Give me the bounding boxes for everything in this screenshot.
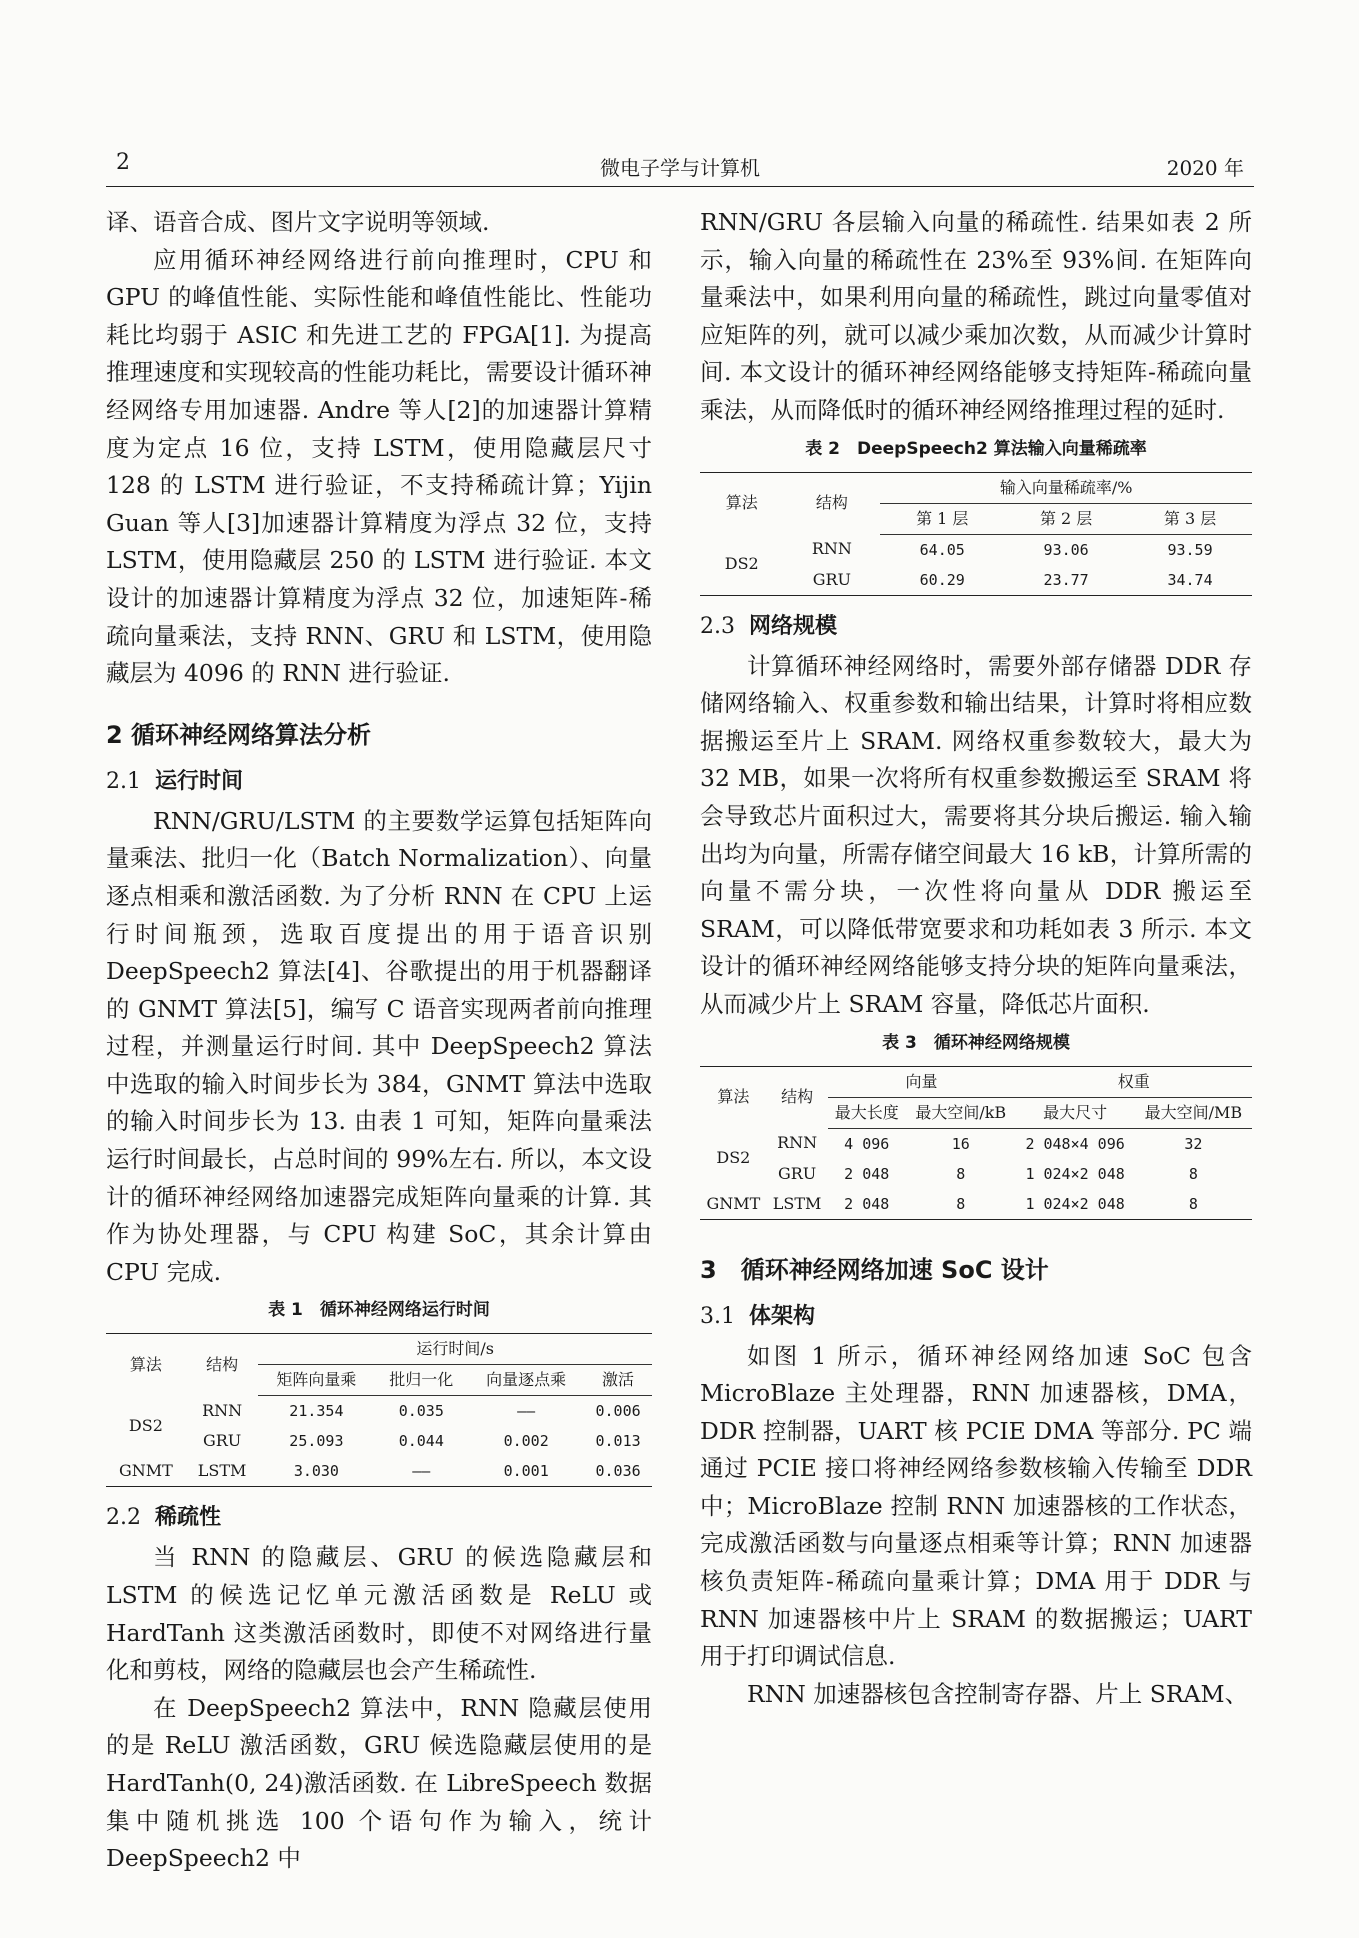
table-cell: GNMT bbox=[118, 1461, 173, 1481]
table-cell: 23.77 bbox=[1043, 570, 1089, 589]
paragraph: RNN/GRU/LSTM 的主要数学运算包括矩阵向量乘法、批归一化（Batch Normalization）、向量逐点相乘和激活函数. 为了分析 RNN 在 CPU 上运行时间瓶颈，选取百度提出的用于语音识别 DeepSpeech2 算法[4]、谷歌提出的用于机器翻译的 GNMT 算法[5]，编写 C 语音实现两者前向推理过程，并测量运行时间. 其中 DeepSpeech2 算法中选取的输入时间步长为 384，GNMT 算法中选取的输入时间步长为 13. 由表 1 可知，矩阵向量乘法运行时间最长，占总时间的 99%左右. 所以，本文设计的循环神经网络加速器完成矩阵向量乘的计算. 其作为协处理器，与 CPU 构建 SoC，其余计算由 CPU 完成. bbox=[106, 806, 652, 1286]
table-cell: 0.036 bbox=[595, 1462, 641, 1481]
table-caption: 表 2 DeepSpeech2 算法输入向量稀疏率 bbox=[805, 438, 1147, 459]
table-cell: GRU bbox=[202, 1431, 242, 1451]
table-cell: 93.59 bbox=[1167, 540, 1213, 559]
table-cell: 25.093 bbox=[289, 1432, 344, 1451]
left-column bbox=[106, 204, 652, 1878]
table-cell: LSTM bbox=[772, 1193, 822, 1213]
subsection-heading bbox=[700, 610, 1252, 644]
table-cell: 2 048 bbox=[844, 1164, 890, 1183]
table-cell: 2 048×4 096 bbox=[1025, 1134, 1125, 1153]
paragraph: RNN/GRU 各层输入向量的稀疏性. 结果如表 2 所示，输入向量的稀疏性在 23%至 93%间. 在矩阵向量乘法中，如果利用向量的稀疏性，跳过向量零值对应矩阵的列，就可以减少乘加次数，从而减少计算时间. 本文设计的循环神经网络能够支持矩阵-稀疏向量乘法，从而降低时的循环神经网络推理过程的延时. bbox=[700, 208, 1252, 424]
table-cell: 0.044 bbox=[398, 1432, 444, 1451]
table-cell: RNN bbox=[777, 1133, 818, 1153]
running-header bbox=[106, 146, 1254, 187]
table-cell: RNN bbox=[202, 1401, 243, 1421]
table-cell: GRU bbox=[812, 569, 852, 589]
table-cell: 0.002 bbox=[503, 1432, 549, 1451]
table-cell: 8 bbox=[1188, 1164, 1198, 1183]
table-cell: 8 bbox=[956, 1194, 966, 1213]
table-cell: 16 bbox=[951, 1134, 970, 1153]
table-cell: 2 048 bbox=[844, 1194, 890, 1213]
table-header: 最大空间/MB bbox=[1135, 1097, 1252, 1128]
table-caption: 表 3 循环神经网络规模 bbox=[882, 1032, 1070, 1053]
table-header-group: 输入向量稀疏率/% bbox=[880, 472, 1252, 503]
table-cell: LSTM bbox=[197, 1461, 247, 1481]
table-header-group: 向量 bbox=[828, 1066, 1016, 1097]
table-cell: GRU bbox=[777, 1163, 817, 1183]
table-header: 结构 bbox=[815, 493, 848, 513]
table-cell: GNMT bbox=[706, 1193, 761, 1213]
table-header: 算法 bbox=[725, 493, 758, 513]
table-header: 算法 bbox=[717, 1087, 750, 1107]
table-header: 第 2 层 bbox=[1004, 503, 1128, 534]
journal-year: 2020 年 bbox=[1166, 156, 1244, 180]
table-cell: 1 024×2 048 bbox=[1025, 1194, 1125, 1213]
subsection-number: 2.1 bbox=[106, 768, 141, 794]
table-cell: 8 bbox=[956, 1164, 966, 1183]
paragraph: RNN 加速器核包含控制寄存器、片上 SRAM、 bbox=[747, 1679, 1249, 1708]
table-cell: 93.06 bbox=[1043, 540, 1089, 559]
table-cell: 3.030 bbox=[293, 1462, 339, 1481]
subsection-heading bbox=[106, 1501, 652, 1535]
table-header-group: 运行时间/s bbox=[258, 1334, 652, 1365]
subsection-title: 网络规模 bbox=[749, 613, 838, 639]
paragraph: 译、语音合成、图片文字说明等领域. bbox=[106, 208, 490, 236]
table-cell: 21.354 bbox=[289, 1402, 344, 1421]
section-heading: 2 循环神经网络算法分析 bbox=[106, 720, 372, 749]
table-cell: —— bbox=[412, 1462, 431, 1481]
table-cell: DS2 bbox=[716, 1148, 751, 1168]
right-column bbox=[700, 204, 1252, 1713]
subsection-title: 稀疏性 bbox=[155, 1505, 222, 1531]
section-heading: 3 循环神经网络加速 SoC 设计 bbox=[700, 1255, 1049, 1284]
table-header: 最大空间/kB bbox=[906, 1097, 1015, 1128]
paragraph: 当 RNN 的隐藏层、GRU 的候选隐藏层和 LSTM 的候选记忆单元激活函数是 ReLU 或 HardTanh 这类激活函数时，即使不对网络进行量化和剪枝，网络的隐藏层也会产生稀疏性. bbox=[106, 1543, 652, 1685]
table-header: 结构 bbox=[781, 1087, 814, 1107]
subsection-title: 运行时间 bbox=[155, 768, 244, 794]
table-header: 最大长度 bbox=[828, 1097, 907, 1128]
table-cell: 0.006 bbox=[595, 1402, 641, 1421]
table-header: 第 3 层 bbox=[1128, 503, 1252, 534]
table-cell: 32 bbox=[1184, 1134, 1203, 1153]
table-cell: DS2 bbox=[128, 1416, 163, 1436]
subsection-number: 2.2 bbox=[106, 1505, 141, 1531]
table-caption: 表 1 循环神经网络运行时间 bbox=[268, 1300, 490, 1321]
table-header: 第 1 层 bbox=[880, 503, 1004, 534]
table-3 bbox=[700, 1066, 1252, 1220]
table-header: 结构 bbox=[206, 1355, 239, 1375]
paragraph: 应用循环神经网络进行前向推理时，CPU 和 GPU 的峰值性能、实际性能和峰值性能比、性能功耗比均弱于 ASIC 和先进工艺的 FPGA[1]. 为提高推理速度和实现较高的性能功耗比，需要设计循环神经网络专用加速器. Andre 等人[2]的加速器计算精度为定点 16 位，支持 LSTM，使用隐藏层尺寸 128 的 LSTM 进行验证，不支持稀疏计算；Yijin Guan 等人[3]加速器计算精度为浮点 32 位，支持 LSTM，使用隐藏层 250 的 LSTM 进行验证. 本文设计的加速器计算精度为浮点 32 位，加速矩阵-稀疏向量乘法，支持 RNN、GRU 和 LSTM，使用隐藏层为 4096 的 RNN 进行验证. bbox=[106, 245, 652, 688]
journal-title: 微电子学与计算机 bbox=[600, 156, 760, 180]
table-cell: —— bbox=[517, 1402, 536, 1421]
table-cell: 4 096 bbox=[844, 1134, 890, 1153]
table-cell: 0.035 bbox=[398, 1402, 444, 1421]
table-cell: 1 024×2 048 bbox=[1025, 1164, 1125, 1183]
page-number: 2 bbox=[116, 150, 130, 175]
table-1 bbox=[106, 1333, 652, 1487]
subsection-title: 体架构 bbox=[749, 1303, 816, 1329]
subsection-number: 3.1 bbox=[700, 1303, 735, 1329]
paragraph: 在 DeepSpeech2 算法中，RNN 隐藏层使用的是 ReLU 激活函数，GRU 候选隐藏层使用的是 HardTanh(0, 24)激活函数. 在 LibreSpeech 数据集中随机挑选 100 个语句作为输入，统计 DeepSpeech2 中 bbox=[106, 1693, 652, 1873]
table-cell: 34.74 bbox=[1167, 570, 1213, 589]
table-header: 向量逐点乘 bbox=[468, 1365, 584, 1396]
subsection-heading bbox=[106, 765, 652, 799]
table-cell: 8 bbox=[1188, 1194, 1198, 1213]
table-cell: 0.001 bbox=[503, 1462, 549, 1481]
table-header: 批归一化 bbox=[374, 1365, 468, 1396]
table-cell: 60.29 bbox=[919, 570, 965, 589]
table-header: 激活 bbox=[584, 1365, 652, 1396]
table-header: 最大尺寸 bbox=[1015, 1097, 1134, 1128]
table-cell: 64.05 bbox=[919, 540, 965, 559]
table-cell: 0.013 bbox=[595, 1432, 641, 1451]
table-header-group: 权重 bbox=[1015, 1066, 1252, 1097]
subsection-heading bbox=[700, 1300, 1252, 1334]
table-2 bbox=[700, 472, 1252, 596]
subsection-number: 2.3 bbox=[700, 613, 735, 639]
table-cell: DS2 bbox=[724, 554, 759, 574]
paragraph: 计算循环神经网络时，需要外部存储器 DDR 存储网络输入、权重参数和输出结果，计算时将相应数据搬运至片上 SRAM. 网络权重参数较大，最大为 32 MB，如果一次将所有权重参数搬运至 SRAM 将会导致芯片面积过大，需要将其分块后搬运. 输入输出均为向量，所需存储空间最大 16 kB，计算所需的向量不需分块，一次性将向量从 DDR 搬运至 SRAM，可以降低带宽要求和功耗如表 3 所示. 本文设计的循环神经网络能够支持分块的矩阵向量乘法，从而减少片上 SRAM 容量，降低芯片面积. bbox=[700, 651, 1252, 1018]
table-header: 算法 bbox=[129, 1355, 162, 1375]
table-cell: RNN bbox=[811, 539, 852, 559]
table-header: 矩阵向量乘 bbox=[258, 1365, 374, 1396]
paragraph: 如图 1 所示，循环神经网络加速 SoC 包含 MicroBlaze 主处理器，RNN 加速器核，DMA，DDR 控制器，UART 核 PCIE DMA 等部分. PC 端通过 PCIE 接口将神经网络参数核输入传输至 DDR 中；MicroBlaze 控制 RNN 加速器核的工作状态，完成激活函数与向量逐点相乘等计算；RNN 加速器核负责矩阵-稀疏向量乘计算；DMA 用于 DDR 与 RNN 加速器核中片上 SRAM 的数据搬运；UART 用于打印调试信息. bbox=[700, 1341, 1252, 1671]
